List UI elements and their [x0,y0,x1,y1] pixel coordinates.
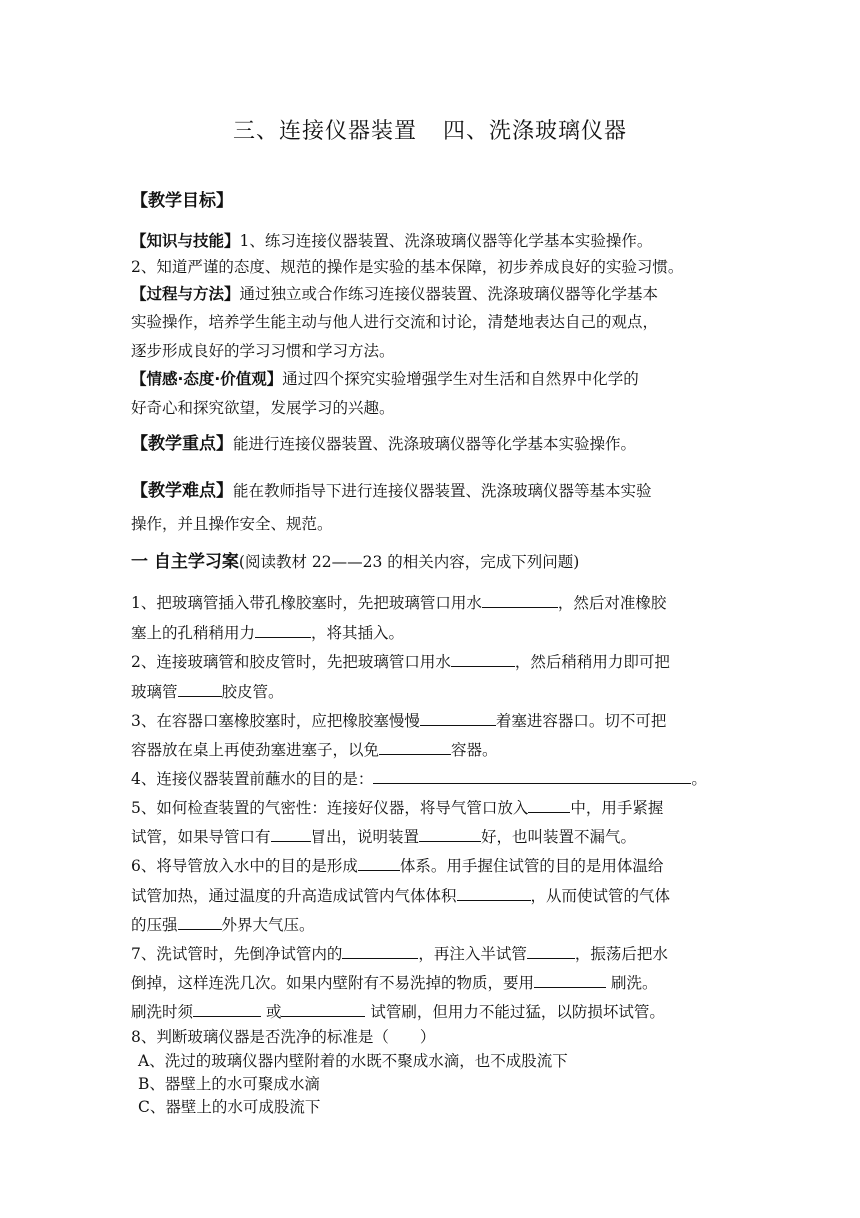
knowledge-label: 【知识与技能】 [131,232,240,250]
question-2-line-1: 2、连接玻璃管和胶皮管时，先把玻璃管口用水 ，然后稍稍用力即可把 [131,650,670,672]
emotion-line-1: 【情感·态度·价值观】通过四个探究实验增强学生对生活和自然界中化学的 [131,370,639,388]
question-6-line-2: 试管加热，通过温度的升高造成试管内气体体积 ，从而使试管的气体 [131,884,670,906]
answer-blank[interactable] [358,854,400,871]
emotion-label: 【情感·态度·价值观】 [131,370,283,388]
question-6-line-3: 的压强 外界大气压。 [131,913,315,935]
answer-blank[interactable] [482,591,558,608]
section-heading [131,552,579,572]
process-label: 【过程与方法】 [131,285,240,303]
key-point: 【教学重点】能进行连接仪器装置、洗涤玻璃仪器等化学基本实验操作。 [131,434,637,454]
question-2-line-2: 玻璃管 胶皮管。 [131,680,284,702]
answer-blank[interactable] [342,942,418,959]
question-5-line-1: 5、如何检查装置的气密性：连接好仪器，将导气管口放入 中，用手紧握 [131,796,663,818]
process-line-3: 逐步形成良好的学习习惯和学习方法。 [131,342,395,360]
question-5-line-2: 试管，如果导管口有 冒出，说明装置 好，也叫装置不漏气。 [131,825,636,847]
answer-blank[interactable] [373,767,691,784]
answer-blank[interactable] [534,971,606,988]
question-3-line-1: 3、在容器口塞橡胶塞时，应把橡胶塞慢慢 着塞进容器口。切不可把 [131,709,666,731]
answer-blank[interactable] [457,884,531,901]
question-7-line-3: 刷洗时须 或 试管刷，但用力不能过猛，以防损坏试管。 [131,1000,665,1022]
answer-blank[interactable] [451,650,515,667]
answer-blank[interactable] [193,1000,261,1017]
process-line-1: 【过程与方法】通过独立或合作练习连接仪器装置、洗涤玻璃仪器等化学基本 [131,285,659,303]
answer-blank[interactable] [420,709,496,726]
question-7-line-1: 7、洗试管时，先倒净试管内的 ，再注入半试管 ，振荡后把水 [131,942,668,964]
question-4: 4、连接仪器装置前蘸水的目的是： 。 [131,767,707,789]
question-8-option-c: C、器壁上的水可成股流下 [138,1098,321,1116]
answer-blank[interactable] [419,825,481,842]
answer-blank[interactable] [528,796,570,813]
question-1-line-1: 1、把玻璃管插入带孔橡胶塞时，先把玻璃管口用水 ，然后对准橡胶 [131,591,666,613]
question-1-line-2: 塞上的孔稍稍用力 ，将其插入。 [131,621,404,643]
title-part-1: 三、连接仪器装置 [232,119,417,144]
answer-blank[interactable] [527,942,575,959]
answer-blank[interactable] [178,913,222,930]
answer-blank[interactable] [255,621,311,638]
question-8-option-a: A、洗过的玻璃仪器内壁附着的水既不聚成水滴，也不成股流下 [138,1052,568,1070]
question-7-line-2: 倒掉，这样连洗几次。如果内壁附有不易洗掉的物质，要用 刷洗。 [131,971,657,993]
question-6-line-1: 6、将导管放入水中的目的是形成 体系。用手握住试管的目的是用体温给 [131,854,663,876]
question-8-option-b: B、器壁上的水可聚成水滴 [138,1075,320,1093]
question-8-stem: 8、判断玻璃仪器是否洗净的标准是（ ） [131,1028,436,1046]
answer-blank[interactable] [281,1000,365,1017]
emotion-line-2: 好奇心和探究欲望，发展学习的兴趣。 [131,399,395,417]
title-part-2: 四、洗涤玻璃仪器 [443,119,628,144]
knowledge-line-1: 【知识与技能】1、练习连接仪器装置、洗涤玻璃仪器等化学基本实验操作。 [131,232,653,250]
difficulty-line-2: 操作，并且操作安全、规范。 [131,515,333,533]
knowledge-line-2: 2、知道严谨的态度、规范的操作是实验的基本保障，初步养成良好的实验习惯。 [131,258,684,276]
process-line-2: 实验操作，培养学生能主动与他人进行交流和讨论，清楚地表达自己的观点， [131,313,659,331]
difficulty-line-1: 【教学难点】能在教师指导下进行连接仪器装置、洗涤玻璃仪器等基本实验 [131,481,652,501]
answer-blank[interactable] [379,738,451,755]
section-label: 一 自主学习案 [131,552,239,572]
section-note: (阅读教材 22——23 的相关内容，完成下列问题) [238,553,580,571]
answer-blank[interactable] [271,825,311,842]
objectives-heading: 【教学目标】 [131,191,233,211]
difficulty-label: 【教学难点】 [131,481,233,501]
page-title [0,114,860,145]
answer-blank[interactable] [178,680,222,697]
question-3-line-2: 容器放在桌上再使劲塞进塞子，以免 容器。 [131,738,498,760]
key-point-label: 【教学重点】 [131,434,233,454]
